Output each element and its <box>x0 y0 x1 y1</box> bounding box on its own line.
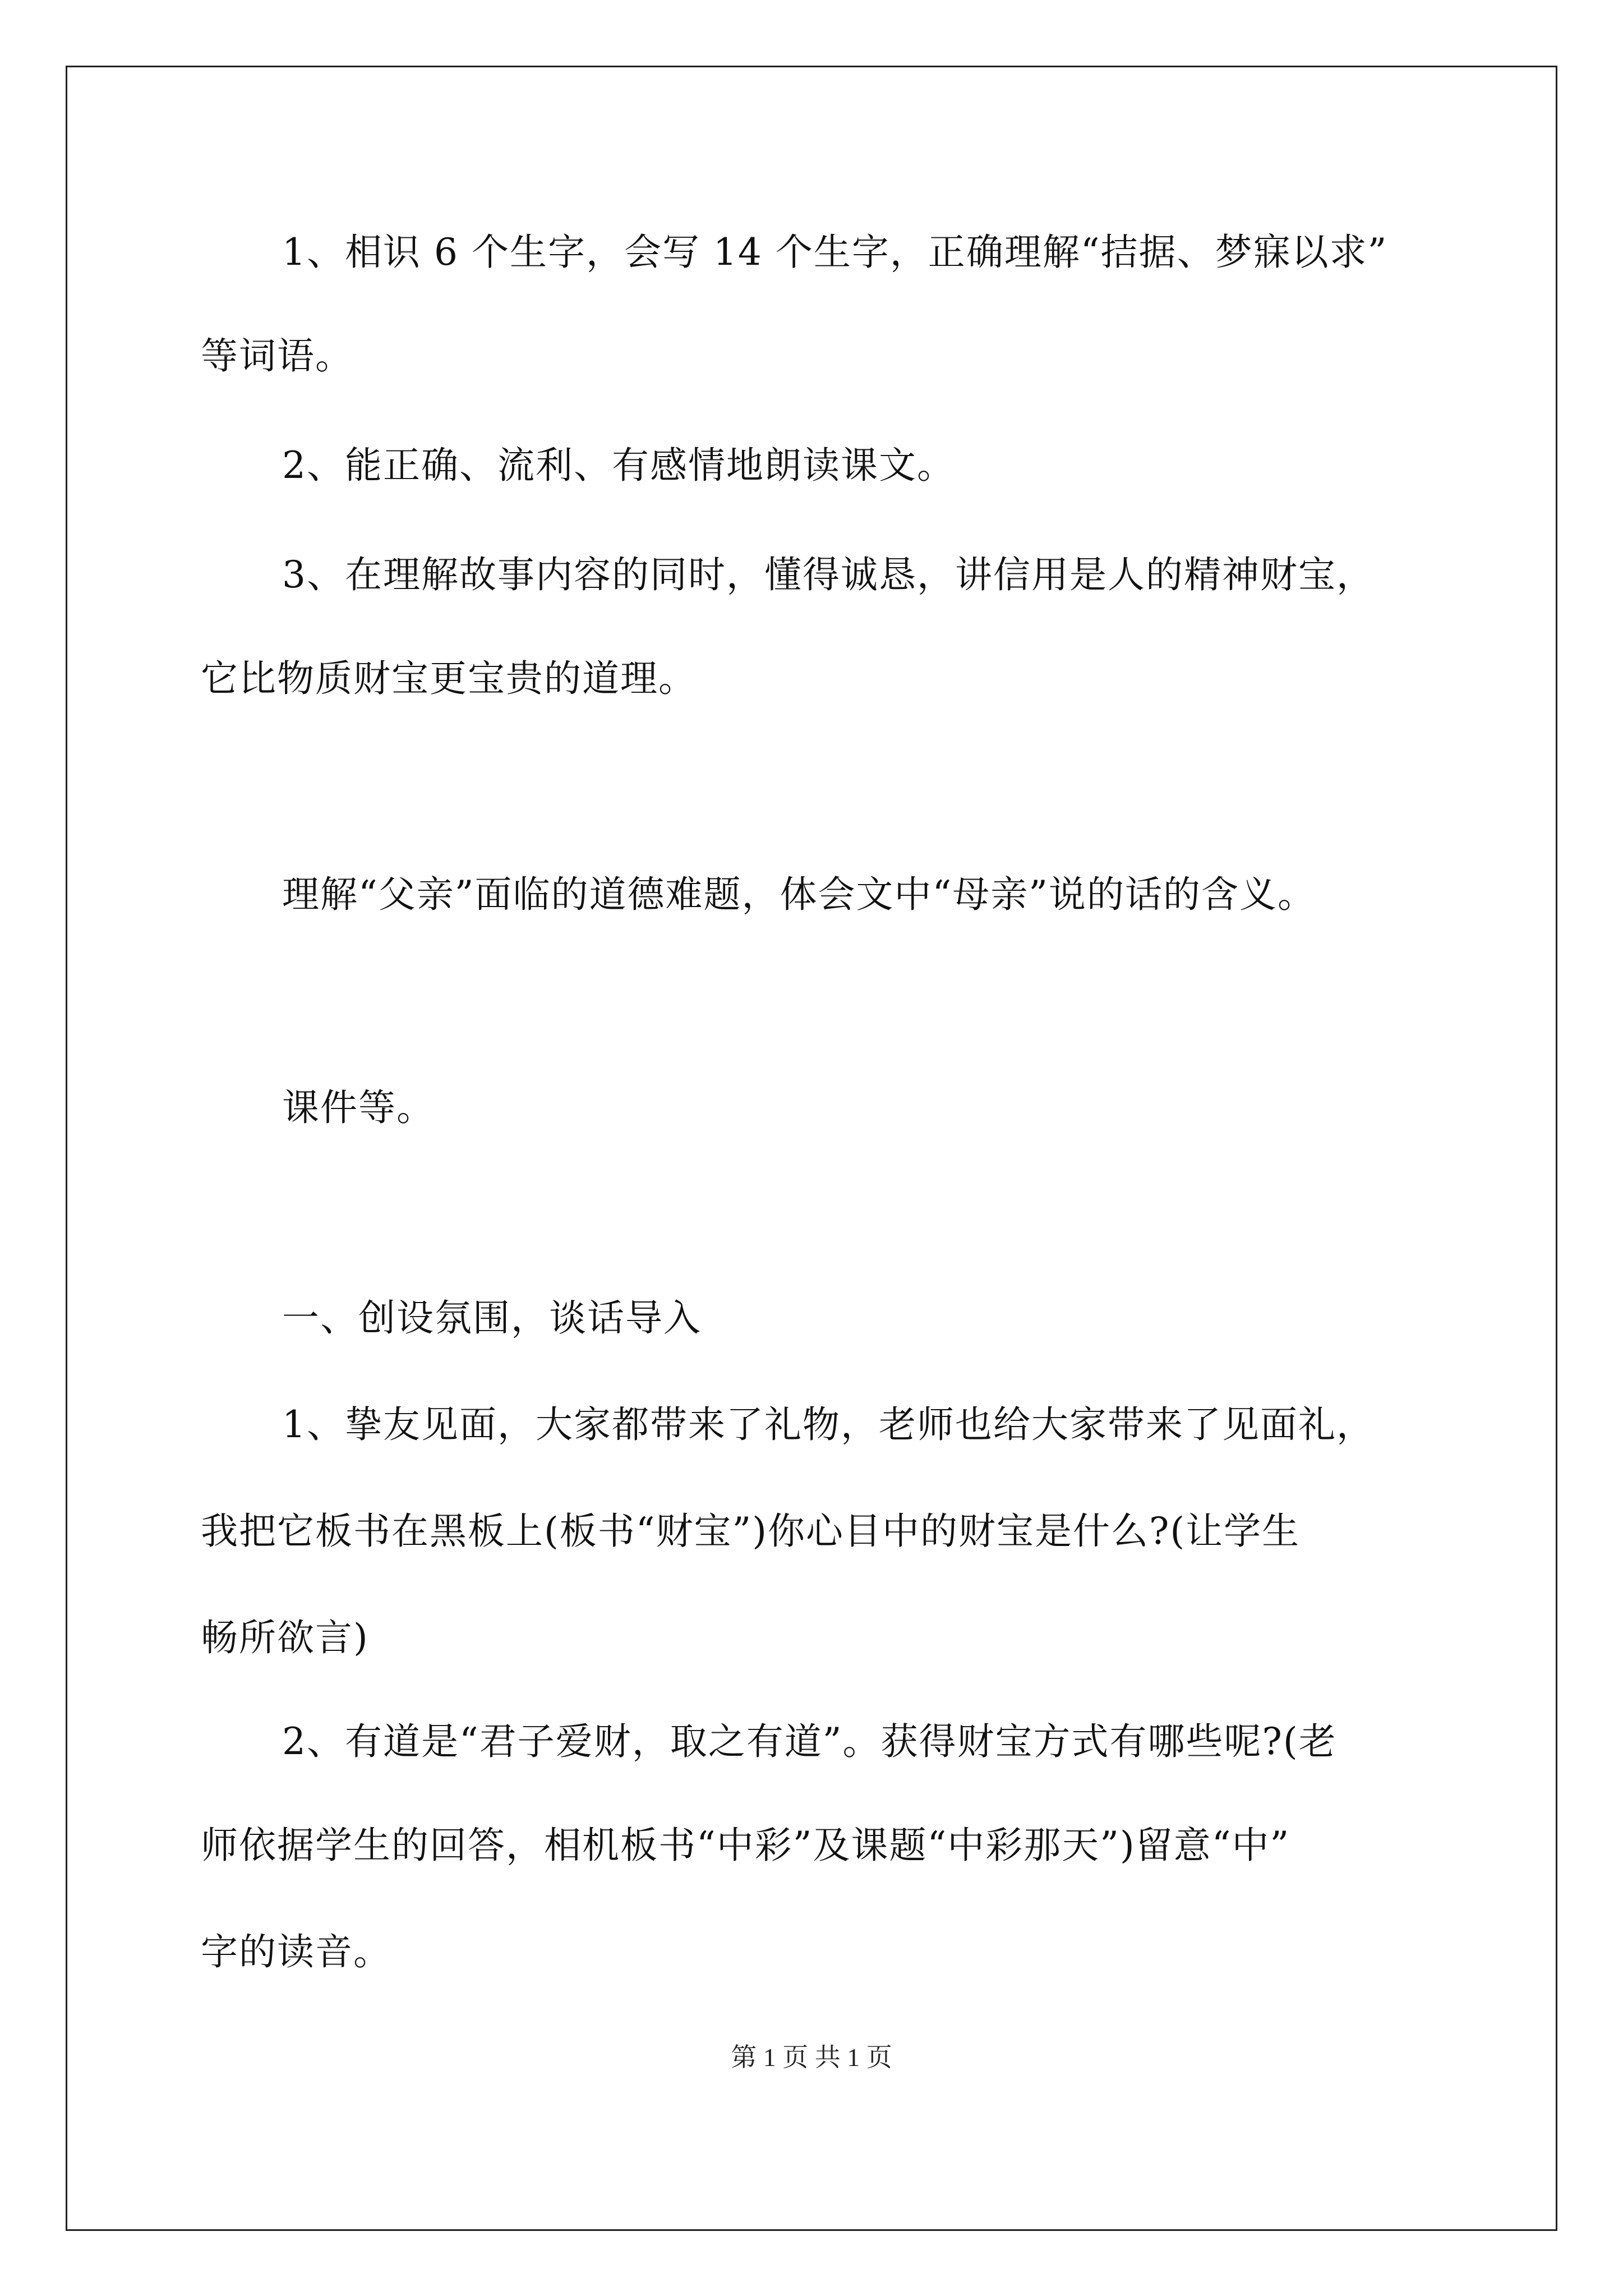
step-2-line-3: 字的读音。 <box>201 1930 391 1973</box>
step-2-line-2: 师依据学生的回答，相机板书“中彩”及课题“中彩那天”)留意“中” <box>201 1824 1290 1867</box>
objective-2: 2、能正确、流利、有感情地朗读课文。 <box>282 444 955 487</box>
objective-3-line-1: 3、在理解故事内容的同时，懂得诚恳，讲信用是人的精神财宝， <box>282 553 1375 596</box>
step-1-line-2: 我把它板书在黑板上(板书“财宝”)你心目中的财宝是什么?(让学生 <box>201 1510 1301 1553</box>
page-border <box>66 66 1557 2231</box>
materials-paragraph: 课件等。 <box>282 1086 435 1129</box>
key-point-paragraph: 理解“父亲”面临的道德难题，体会文中“母亲”说的话的含义。 <box>282 873 1316 916</box>
objective-1-line-1: 1、相识 6 个生字，会写 14 个生字，正确理解“拮据、梦寐以求” <box>282 231 1388 274</box>
step-1-line-1: 1、挚友见面，大家都带来了礼物，老师也给大家带来了见面礼， <box>282 1403 1375 1446</box>
step-2-line-1: 2、有道是“君子爱财，取之有道”。获得财宝方式有哪些呢?(老 <box>282 1720 1337 1763</box>
step-1-line-3: 畅所欲言) <box>201 1616 369 1659</box>
section-heading: 一、创设氛围，谈话导入 <box>282 1296 702 1340</box>
objective-3-line-2: 它比物质财宝更宝贵的道理。 <box>201 657 697 700</box>
objective-1-line-2: 等词语。 <box>201 334 353 378</box>
page-footer: 第 1 页 共 1 页 <box>731 2043 892 2072</box>
